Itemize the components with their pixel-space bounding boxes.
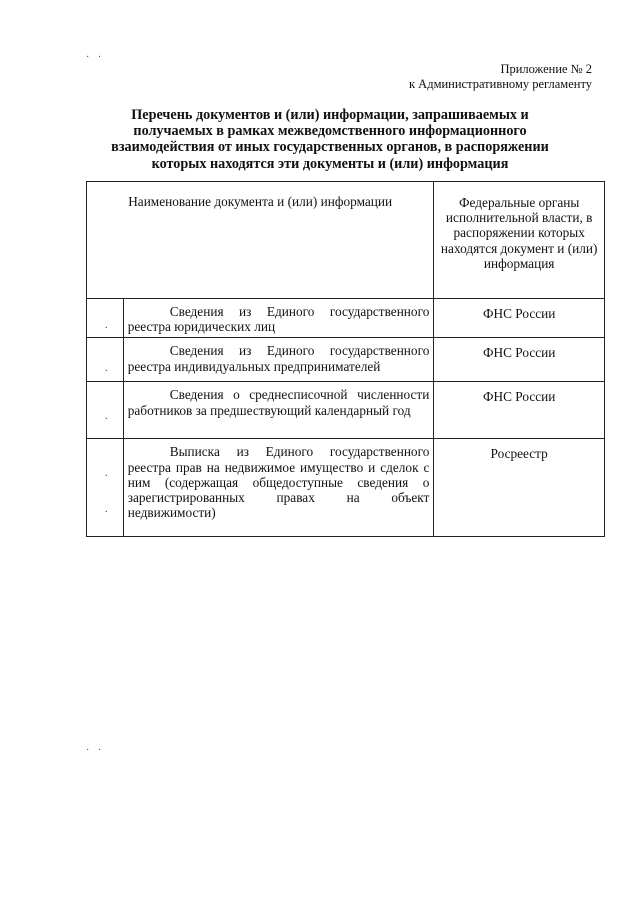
title-line-1: Перечень документов и (или) информации, запрашиваемых и xyxy=(131,107,529,123)
document-name: Сведения о среднесписочной численности работников за предшествующий календарный год xyxy=(123,382,434,439)
appendix-label xyxy=(409,62,592,92)
appendix-number: Приложение № 2 xyxy=(500,62,592,76)
appendix-reference: к Административному регламенту xyxy=(408,77,592,91)
row-mark-cell: . xyxy=(87,299,124,338)
row-mark-cell: . . xyxy=(87,439,124,537)
federal-body: ФНС России xyxy=(434,338,605,382)
federal-body: ФНС России xyxy=(434,299,605,338)
title-line-4: которых находятся эти документы и (или) информация xyxy=(151,155,509,172)
scan-mark-bottom: · · xyxy=(86,745,105,756)
documents-table xyxy=(86,181,605,537)
row-mark-cell: . xyxy=(87,338,124,382)
federal-body: ФНС России xyxy=(434,382,605,439)
federal-body: Росреестр xyxy=(434,439,605,537)
header-document-name: Наименование документа и (или) информации xyxy=(87,182,434,299)
document-title xyxy=(60,107,600,172)
document-name: Сведения из Единого государственного реестра юридических лиц xyxy=(123,299,434,338)
document-name: Сведения из Единого государственного реестра индивидуальных предпринимателей xyxy=(123,338,434,382)
title-line-2: получаемых в рамках межведомственного информационного xyxy=(133,123,527,140)
table-row xyxy=(87,338,605,382)
row-mark-cell: . xyxy=(87,382,124,439)
document-name: Выписка из Единого государственного реестра прав на недвижимое имущество и сделок с ним (содержащая общедоступные сведения о зарегистрированных правах на объект недвижимости) xyxy=(123,439,434,537)
scan-mark-top: · · xyxy=(86,52,105,63)
table-row xyxy=(87,439,605,537)
table-row xyxy=(87,382,605,439)
title-line-3: взаимодействия от иных государственных органов, в распоряжении xyxy=(111,139,549,156)
header-federal-bodies: Федеральные органы исполнительной власти, в распоряжении которых находятся документ и (или) информация xyxy=(434,182,605,299)
table-header-row xyxy=(87,182,605,299)
table-row xyxy=(87,299,605,338)
